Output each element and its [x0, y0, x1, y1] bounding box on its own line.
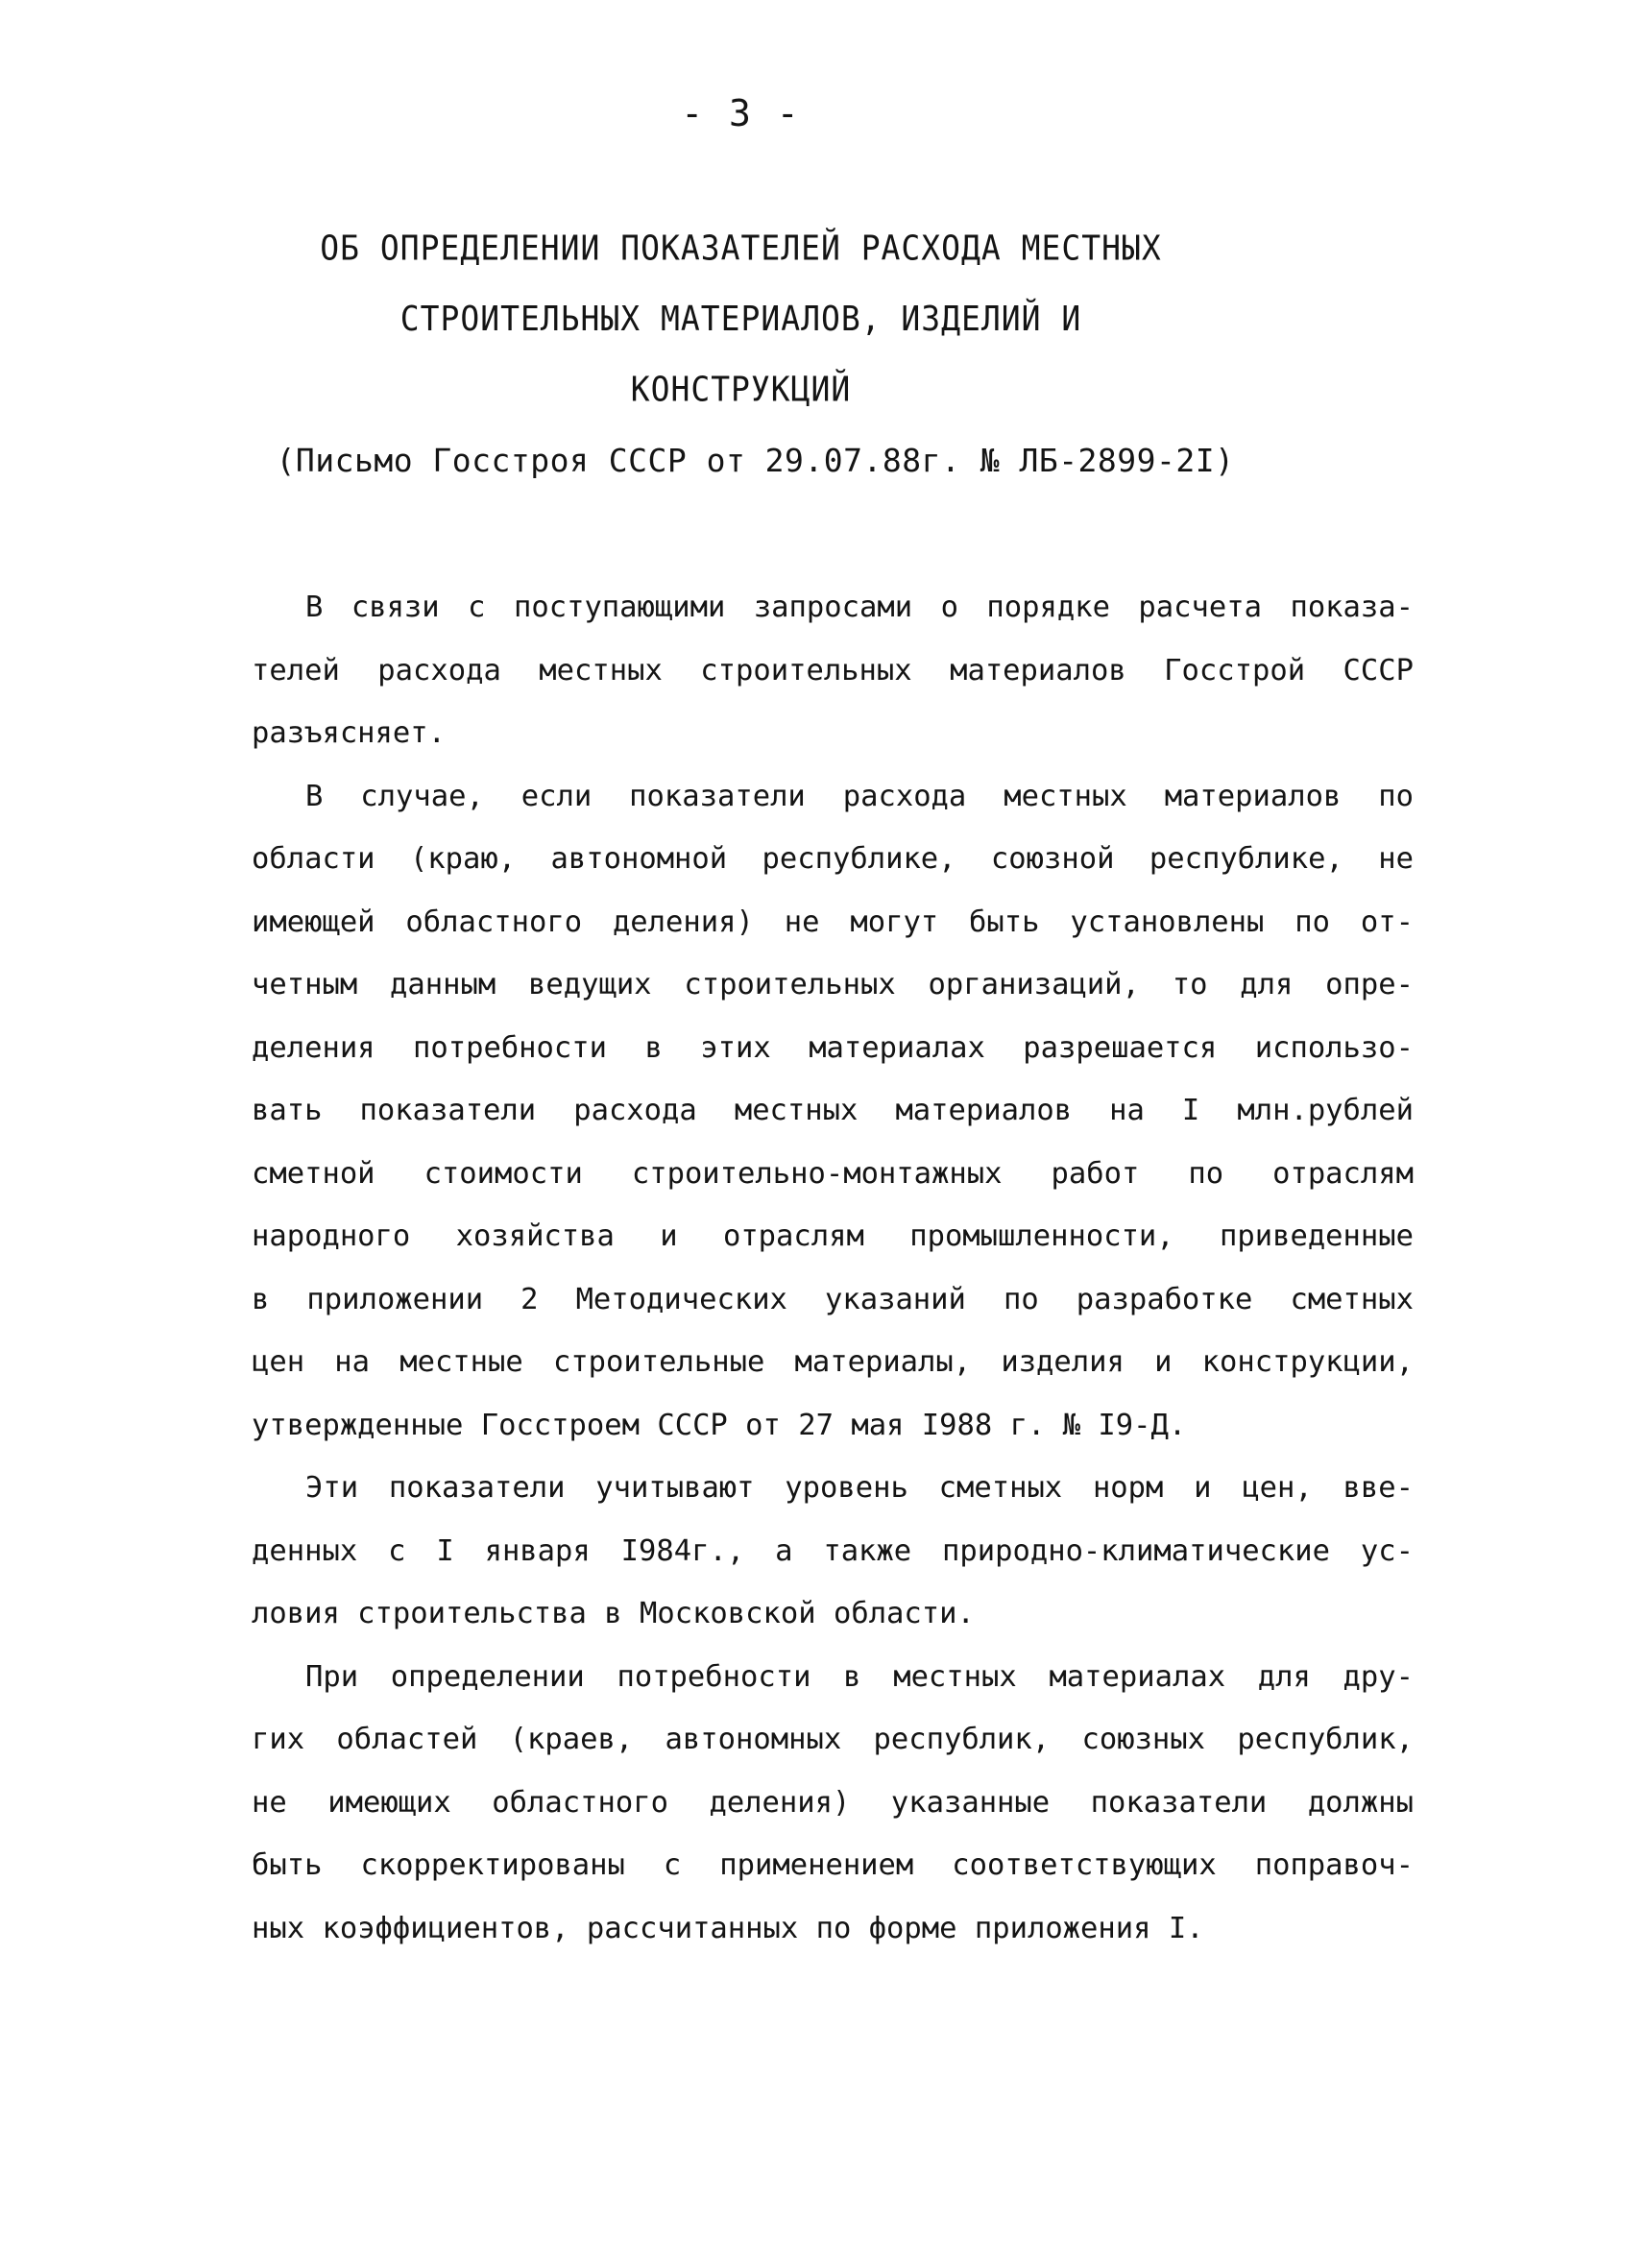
paragraph-line: гих областей (краев, автономных республик, союзных республик, [252, 1723, 1414, 1756]
document-subtitle: (Письмо Госстроя СССР от 29.07.88г. № ЛБ-2899-2I) [276, 442, 1235, 479]
paragraph-line: четным данным ведущих строительных организаций, то для опре- [252, 968, 1414, 1001]
paragraph-line: утвержденные Госстроем СССР от 27 мая I988 г. № I9-Д. [252, 1408, 1187, 1442]
title-line-2: СТРОИТЕЛЬНЫХ МАТЕРИАЛОВ, ИЗДЕЛИЙ И [399, 298, 1082, 339]
paragraph-line: В случае, если показатели расхода местных материалов по [305, 779, 1414, 813]
paragraph-line: не имеющих областного деления) указанные показатели должны [252, 1785, 1414, 1820]
paragraph-1 [252, 576, 1414, 765]
paragraph-line: ловия строительства в Московской области. [252, 1597, 975, 1630]
paragraph-line: быть скорректированы с применением соответствующих поправоч- [252, 1848, 1414, 1882]
paragraph-line: деления потребности в этих материалах разрешается использо- [252, 1030, 1414, 1065]
paragraph-line: вать показатели расхода местных материалов на I млн.рублей [252, 1094, 1414, 1127]
paragraph-2 [252, 765, 1414, 1458]
paragraph-line: В связи с поступающими запросами о порядке расчета показа- [305, 591, 1414, 624]
paragraph-line: Эти показатели учитывают уровень сметных норм и цен, вве- [305, 1471, 1414, 1505]
paragraph-line: телей расхода местных строительных материалов Госстрой СССР [252, 653, 1414, 688]
paragraph-line: народного хозяйства и отраслям промышленности, приведенные [252, 1219, 1414, 1253]
paragraph-line: разъясняет. [252, 716, 446, 750]
paragraph-line: в приложении 2 Методических указаний по разработке сметных [252, 1282, 1414, 1316]
paragraph-3 [252, 1457, 1414, 1646]
document-title [0, 213, 1645, 424]
title-line-1: ОБ ОПРЕДЕЛЕНИИ ПОКАЗАТЕЛЕЙ РАСХОДА МЕСТНЫХ [320, 228, 1162, 269]
document-body [252, 576, 1414, 1960]
paragraph-line: денных с I января I984г., а также природно-климатические ус- [252, 1533, 1414, 1568]
page-number: - 3 - [681, 92, 801, 134]
paragraph-line: ных коэффициентов, рассчитанных по форме приложения I. [252, 1911, 1204, 1945]
paragraph-line: области (краю, автономной республике, союзной республике, не [252, 842, 1414, 876]
title-line-3: КОНСТРУКЦИЙ [630, 369, 852, 410]
paragraph-line: цен на местные строительные материалы, изделия и конструкции, [252, 1345, 1414, 1379]
paragraph-line: сметной стоимости строительно-монтажных работ по отраслям [252, 1156, 1414, 1191]
paragraph-4 [252, 1646, 1414, 1961]
paragraph-line: имеющей областного деления) не могут быть установлены по от- [252, 905, 1414, 939]
paragraph-line: При определении потребности в местных материалах для дру- [305, 1659, 1414, 1694]
